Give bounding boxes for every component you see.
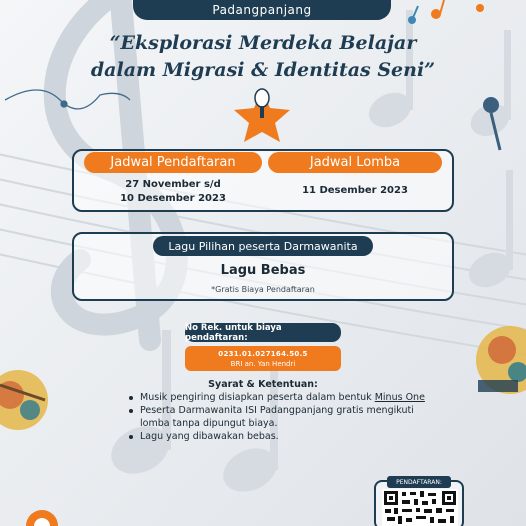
terms-item-3-text: Lagu yang dibawakan bebas.	[140, 431, 279, 442]
terms-title: Syarat & Ketentuan:	[208, 379, 318, 390]
terms-item-2-line-1: Peserta Darmawanita ISI Padangpanjang gratis mengikuti	[140, 405, 414, 416]
terms-list	[127, 391, 432, 443]
tagline-line-1: “Eksplorasi Merdeka Belajar	[109, 32, 417, 54]
terms-item-1-text: Musik pengiring disiapkan peserta dalam bentuk	[140, 392, 375, 403]
song-note: *Gratis Biaya Pendaftaran	[211, 285, 315, 294]
song-header: Lagu Pilihan peserta Darmawanita	[153, 236, 373, 256]
terms-item	[127, 430, 432, 443]
terms-item	[127, 404, 432, 430]
header-banner	[133, 0, 391, 20]
registration-label: PENDAFTARAN:	[387, 476, 451, 488]
account-header: No Rek. untuk biaya pendaftaran:	[185, 323, 341, 342]
competition-date: 11 Desember 2023	[302, 185, 408, 196]
song-title: Lagu Bebas	[220, 263, 306, 278]
tagline	[80, 30, 446, 84]
registration-date-line-2: 10 Desember 2023	[120, 193, 226, 204]
account-bank: BRI an. Yan Hendri	[230, 360, 296, 368]
registration-date-line-1: 27 November s/d	[125, 179, 221, 190]
tagline-line-2: dalam Migrasi & Identitas Seni”	[90, 59, 436, 81]
competition-schedule-label: Jadwal Lomba	[268, 152, 442, 173]
header-subtitle: Padangpanjang	[212, 3, 312, 17]
terms-item-1-emphasis: Minus One	[374, 392, 425, 403]
qr-code-icon[interactable]	[382, 489, 458, 526]
registration-schedule-label: Jadwal Pendaftaran	[84, 152, 262, 173]
terms-item-2-line-2: lomba tanpa dipungut biaya.	[140, 418, 278, 429]
account-number: 0231.01.027164.50.5	[218, 350, 308, 358]
registration-dates	[84, 178, 262, 206]
account-box	[185, 346, 341, 371]
terms-item	[127, 391, 432, 404]
